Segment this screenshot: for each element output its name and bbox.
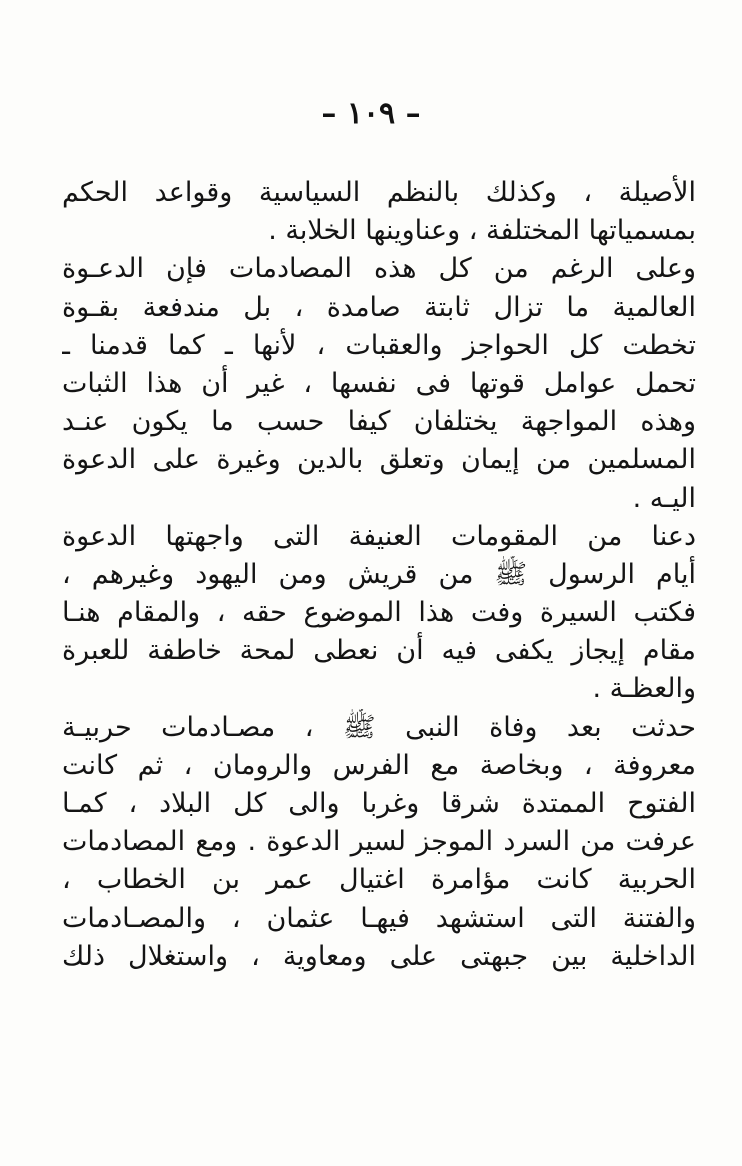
text-line: حدثت بعد وفاة النبى ﷺ ، مصـادمات حربيـة — [62, 711, 696, 743]
text-line: تخطت كل الحواجز والعقبات ، لأنها ـ كما قدمنا ـ — [62, 329, 696, 361]
body-text — [62, 174, 696, 976]
text-line: معروفة ، وبخاصة مع الفرس والرومان ، ثم كانت — [62, 749, 696, 781]
text-line: الأصيلة ، وكذلك بالنظم السياسية وقواعد الحكم — [62, 177, 696, 208]
text-line: دعنا من المقومات العنيفة التى واجهتها الدعوة — [62, 520, 696, 552]
text-line: أيام الرسول ﷺ من قريش ومن اليهود وغيرهم ، — [62, 558, 696, 590]
text-line: اليـه . — [632, 482, 696, 514]
text-line: المسلمين من إيمان وتعلق بالدين وغيرة على الدعوة — [62, 444, 696, 476]
text-line: فكتب السيرة وفت هذا الموضوع حقه ، والمقام هنـا — [62, 597, 696, 629]
text-line: الفتوح الممتدة شرقا وغربا والى كل البلاد ، كمـا — [62, 788, 696, 819]
text-line: مقام إيجاز يكفى فيه أن نعطى لمحة خاطفة للعبرة — [62, 635, 696, 667]
text-line: والعظـة . — [592, 673, 696, 705]
text-line: عرفت من السرد الموجز لسير الدعوة . ومع المصادمات — [62, 826, 696, 858]
text-line: العالمية ما تزال ثابتة صامدة ، بل مندفعة بقـوة — [62, 291, 696, 323]
text-line: تحمل عوامل قوتها فى نفسها ، غير أن هذا الثبات — [62, 367, 696, 399]
page-number: – ١٠٩ – — [321, 96, 421, 131]
text-line: والفتنة التى استشهد فيهـا عثمان ، والمصـادمات — [62, 902, 696, 934]
text-line: الداخلية بين جبهتى على ومعاوية ، واستغلال ذلك — [62, 940, 696, 972]
text-line: بمسمياتها المختلفة ، وعناوينها الخلابة . — [268, 215, 696, 247]
text-line: وعلى الرغم من كل هذه المصادمات فإن الدعـوة — [62, 253, 696, 285]
text-line: وهذه المواجهة يختلفان كيفا حسب ما يكون عنـد — [62, 406, 696, 438]
text-line: الحربية كانت مؤامرة اغتيال عمر بن الخطاب ، — [62, 864, 696, 896]
